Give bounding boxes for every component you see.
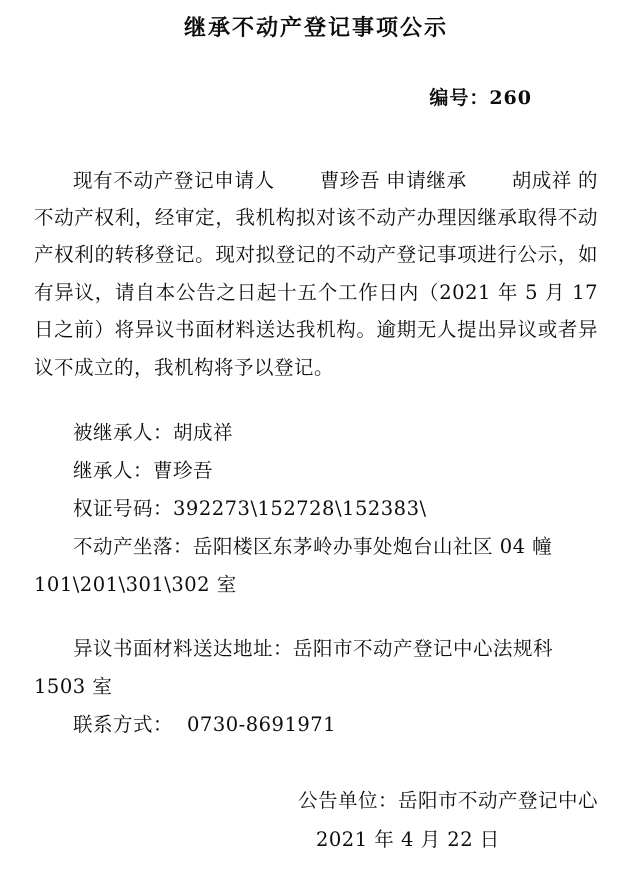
paragraph-part-1: 现有不动产登记申请人 [73, 168, 275, 192]
announcement-body [34, 162, 598, 387]
field-label-objection-address: 异议书面材料送达地址： [73, 637, 294, 661]
field-list [34, 414, 598, 744]
field-row-contact [34, 706, 598, 744]
field-value-location: 岳阳楼区东茅岭办事处炮台山社区 04 幢 [193, 535, 553, 559]
document-number-label: 编号： [429, 86, 490, 109]
document-page [0, 14, 632, 877]
field-value-objection-address: 岳阳市不动产登记中心法规科 [293, 637, 554, 661]
signoff-block [298, 781, 598, 859]
field-row-certificate [34, 490, 598, 528]
announcement-paragraph [34, 162, 598, 387]
field-row-location [34, 528, 598, 566]
issuer-row [298, 781, 598, 820]
field-label-decedent: 被继承人： [73, 421, 174, 445]
page-title: 继承不动产登记事项公示 [183, 15, 448, 41]
applicant-name-inline: 曹珍吾 [319, 168, 380, 192]
decedent-name-inline: 胡成祥 [511, 168, 572, 192]
field-row-decedent [34, 414, 598, 452]
issuer-value: 岳阳市不动产登记中心 [397, 789, 598, 812]
paragraph-part-2: 申请继承 [385, 168, 467, 192]
field-label-contact: 联系方式： [73, 713, 174, 737]
paragraph-part-3: 的不动产权利，经审定，我机构拟对该不动产办理因继承取得不动产权利的转移登记。现对拟登记的不动产登记事项进行公示，如有异议，请自本公告之日起十五个工作日内（2021 年 5 月 17 日之前）将异议书面材料送达我机构。逾期无人提出异议或者异议不成立的，我机构将予以登记。 [34, 168, 598, 379]
field-value-decedent: 胡成祥 [173, 421, 234, 445]
field-row-heir [34, 452, 598, 490]
issue-date: 2021 年 4 月 22 日 [315, 828, 500, 851]
issuer-label: 公告单位： [297, 789, 398, 812]
field-value-objection-address-continued: 1503 室 [34, 675, 113, 699]
field-value-heir: 曹珍吾 [153, 459, 214, 483]
field-value-location-continued: 101\201\301\302 室 [34, 573, 237, 597]
field-label-location: 不动产坐落： [73, 535, 194, 559]
field-value-certificate: 392273\152728\152383\ [173, 497, 427, 521]
field-label-heir: 继承人： [73, 459, 154, 483]
field-label-certificate: 权证号码： [73, 497, 174, 521]
document-number [34, 83, 598, 110]
field-value-contact: 0730-8691971 [187, 713, 337, 737]
document-number-value: 260 [489, 86, 532, 109]
field-gap [34, 604, 598, 630]
field-row-objection-address [34, 630, 598, 668]
